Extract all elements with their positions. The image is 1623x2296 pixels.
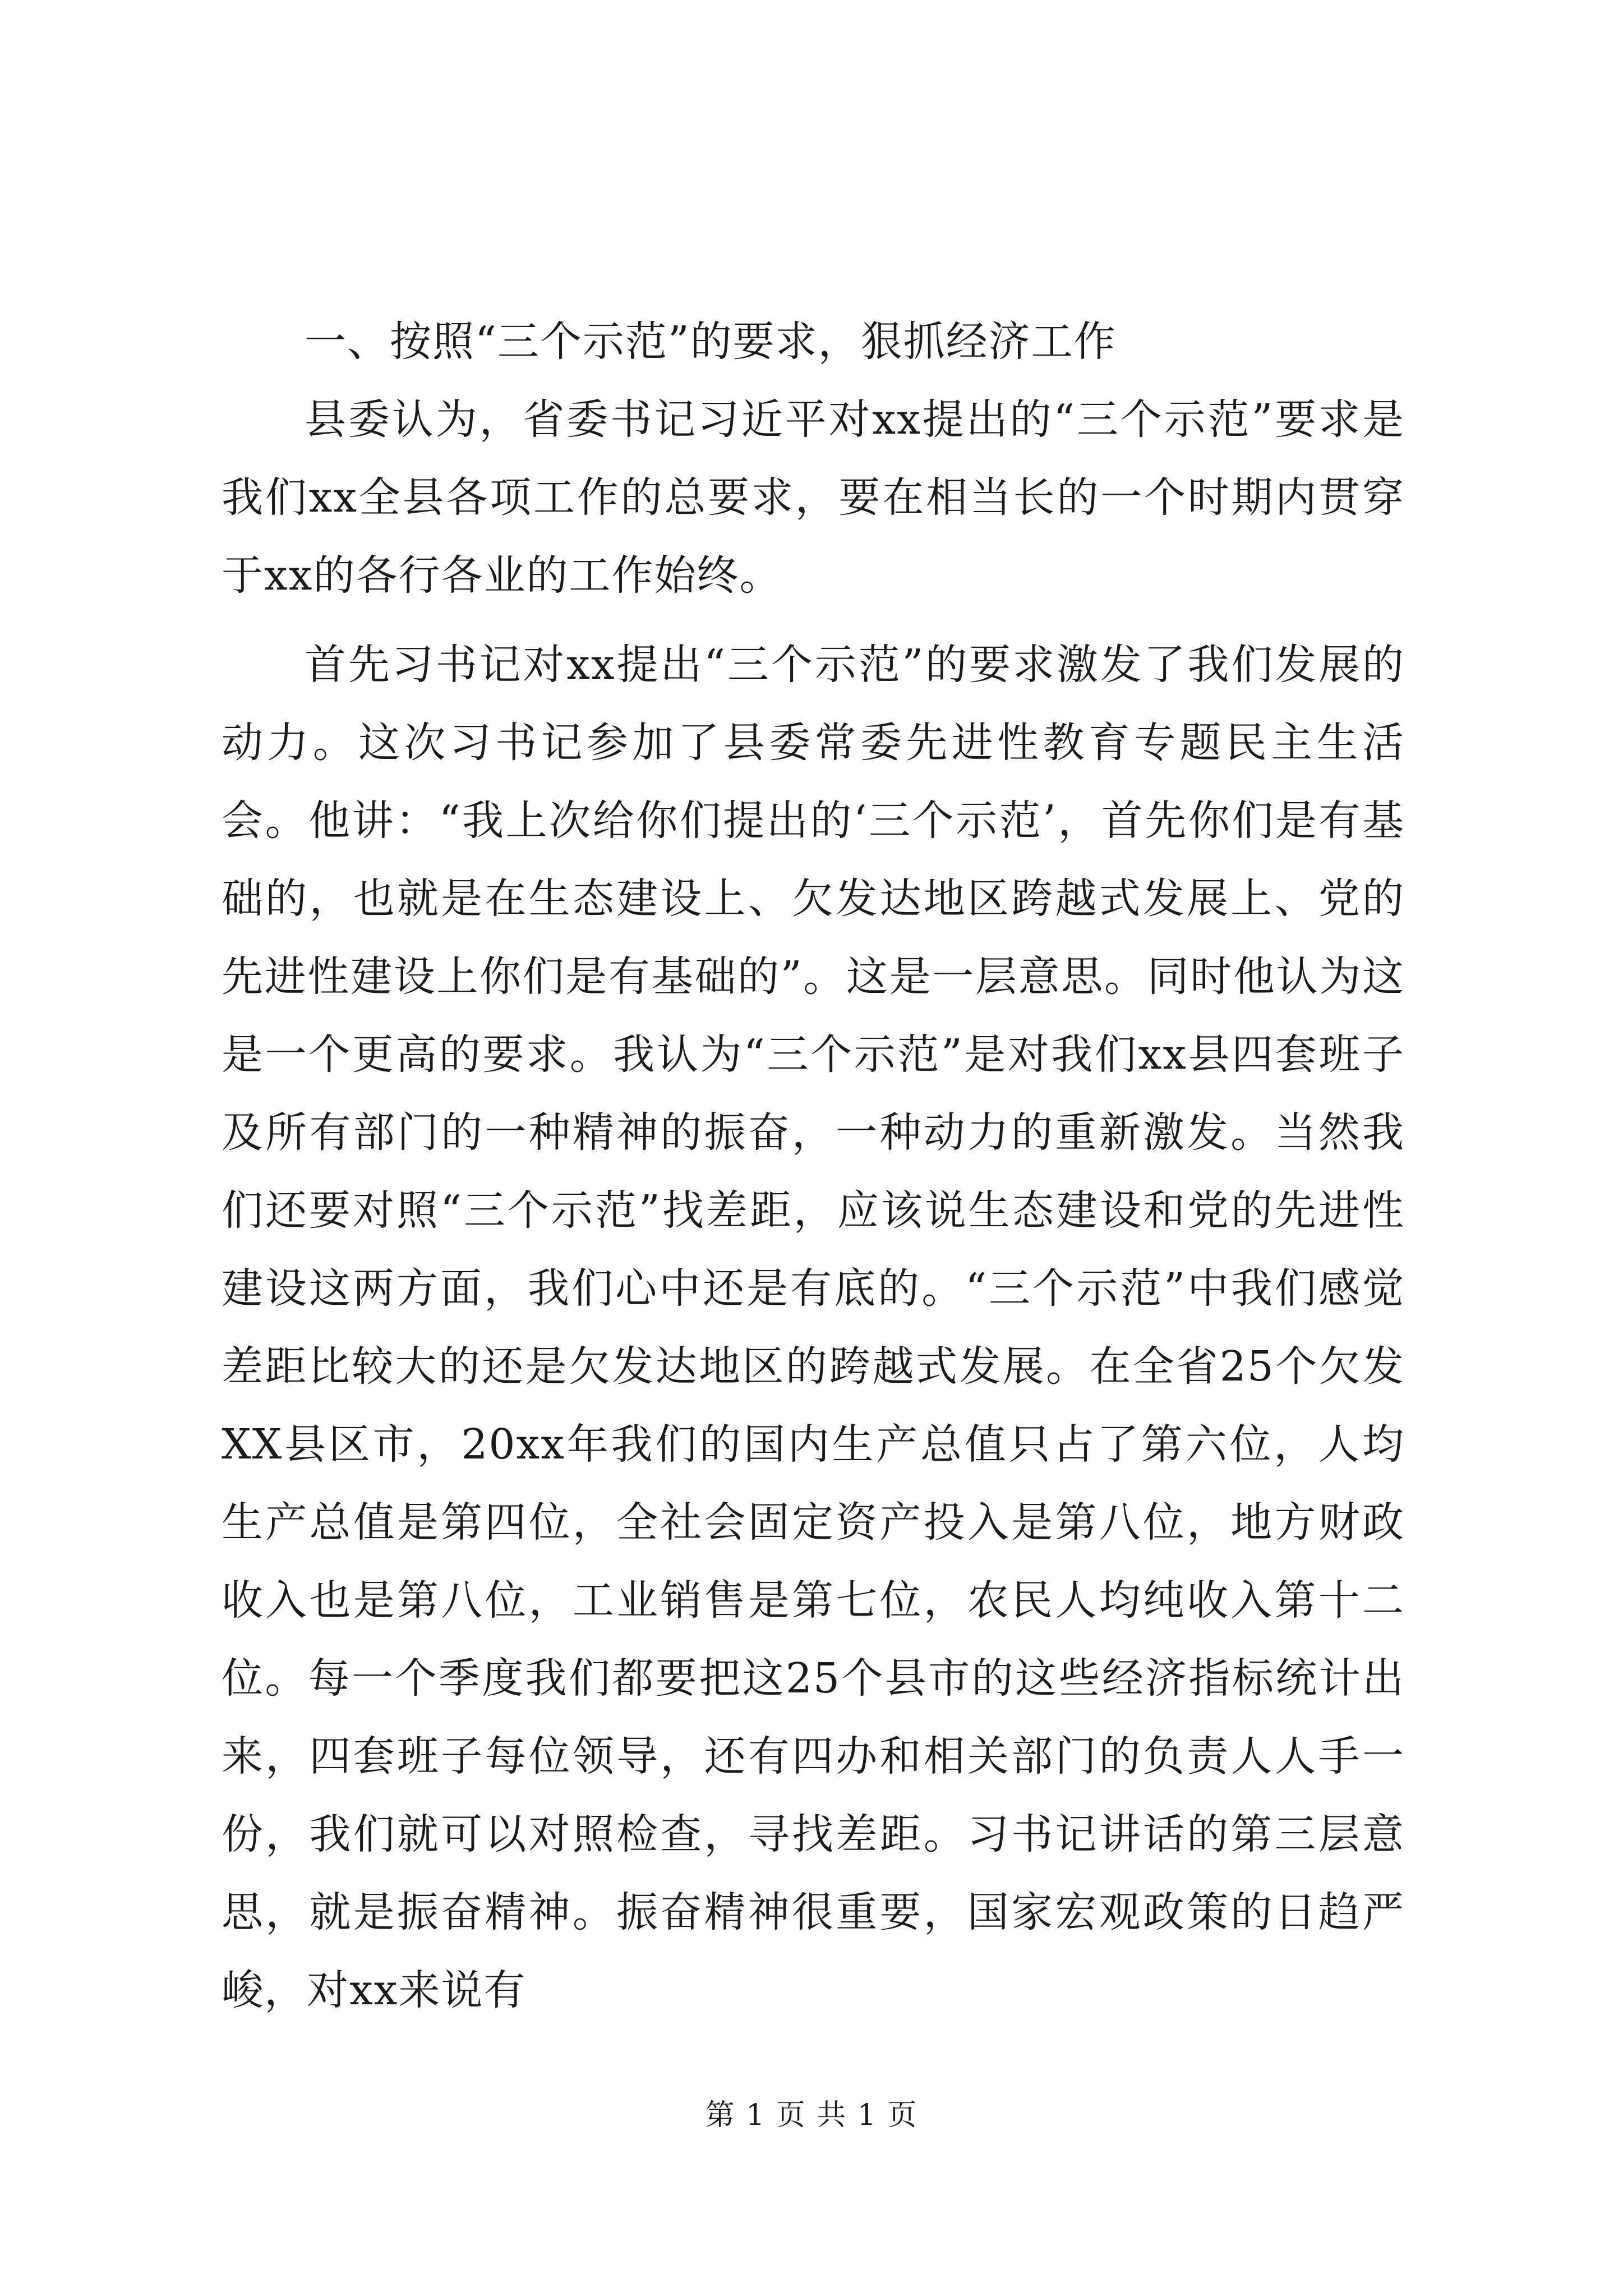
paragraph-1: 县委认为，省委书记习近平对xx提出的“三个示范”要求是我们xx全县各项工作的总要求，要在相当长的一个时期内贯穿于xx的各行各业的工作始终。 bbox=[222, 395, 1405, 600]
paragraph-2: 首先习书记对xx提出“三个示范”的要求激发了我们发展的动力。这次习书记参加了县委常委先进性教育专题民主生活会。他讲：“我上次给你们提出的‘三个示范’，首先你们是有基础的，也就是在生态建设上、欠发达地区跨越式发展上、党的先进性建设上你们是有基础的”。这是一层意思。同时他认为这是一个更高的要求。我认为“三个示范”是对我们xx县四套班子及所有部门的一种精神的振奋，一种动力的重新激发。当然我们还要对照“三个示范”找差距，应该说生态建设和党的先进性建设这两方面，我们心中还是有底的。“三个示范”中我们感觉差距比较大的还是欠发达地区的跨越式发展。在全省25个欠发XX县区市，20xx年我们的国内生产总值只占了第六位，人均生产总值是第四位，全社会固定资产投入是第八位，地方财政收入也是第八位，工业销售是第七位，农民人均纯收入第十二位。每一个季度我们都要把这25个县市的这些经济指标统计出来，四套班子每位领导，还有四办和相关部门的负责人人手一份，我们就可以对照检查，寻找差距。习书记讲话的第三层意思，就是振奋精神。振奋精神很重要，国家宏观政策的日趋严峻，对xx来说有 bbox=[222, 641, 1405, 2014]
section-heading: 一、按照“三个示范”的要求，狠抓经济工作 bbox=[305, 318, 1117, 366]
document-body bbox=[222, 303, 1405, 2030]
page-footer: 第 1 页 共 1 页 bbox=[705, 2099, 918, 2132]
